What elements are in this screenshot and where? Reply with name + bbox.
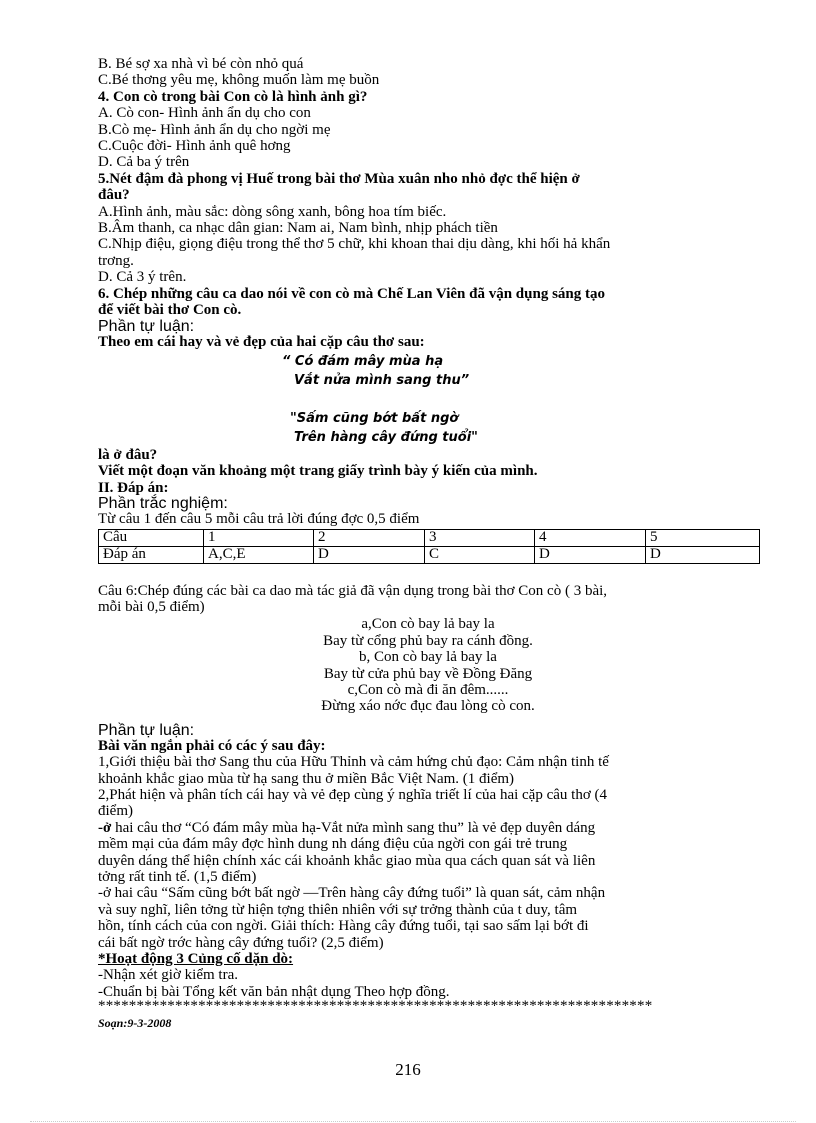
option-line: trơng. [98,252,134,269]
poem-block-1 [98,352,758,390]
verse-line: Bay từ cửa phủ bay về Đồng Đăng [323,665,533,682]
table-row [99,529,760,546]
table-cell: Câu [99,529,204,546]
star-separator: ************************************************************************ [98,1000,653,1013]
answer-table [98,529,760,564]
question-5-cont: đâu? [98,187,130,204]
essay-where: là ở đâu? [98,446,158,463]
essay-point: và suy nghĩ, liên tởng từ hiện tợng thiên nhiên với sự trởng thành của t duy, tâm [98,901,578,918]
table-cell: A,C,E [204,546,314,563]
table-cell: 2 [314,529,425,546]
table-cell: D [646,546,760,563]
option-line: B.Âm thanh, ca nhạc dân gian: Nam ai, Nam bình, nhịp phách tiền [98,220,498,237]
essay-point: điểm) [98,803,133,820]
table-cell: 1 [204,529,314,546]
question-4: 4. Con cò trong bài Con cò là hình ảnh gì? [98,88,368,105]
question-6: 6. Chép những câu ca dao nói về con cò mà Chế Lan Viên đã vận dụng sáng tạo [98,285,606,302]
mc-note: Từ câu 1 đến câu 5 mỗi câu trả lời đúng đợc 0,5 điểm [98,511,420,528]
table-cell: 4 [535,529,646,546]
document-page [98,56,758,1031]
page-bottom-divider [30,1121,796,1122]
q6-answer-cont: mỗi bài 0,5 điểm) [98,598,205,615]
option-line: C.Nhịp điệu, giọng điệu trong thể thơ 5 chữ, khi khoan thai dịu dàng, khi hối hả khẩn [98,236,611,253]
page-number: 216 [395,1060,421,1079]
essay-point: mềm mại của đám mây đợc hình dung nh dáng điệu của ngời con gái trẻ trung [98,836,568,853]
essay-point: tởng rất tinh tế. (1,5 điểm) [98,869,257,886]
essay-answer-heading: Phần tự luận: [98,721,195,739]
question-5: 5.Nét đậm đà phong vị Huế trong bài thơ Mùa xuân nho nhỏ đợc thể hiện ở [98,170,580,187]
mc-heading: Phần trắc nghiệm: [98,495,228,513]
table-cell: D [535,546,646,563]
essay-point: 2,Phát hiện và phân tích cái hay và vẻ đẹp cùng ý nghĩa triết lí của hai cặp câu thơ (4 [98,787,608,803]
poem-block-2 [98,409,758,447]
essay-answer-intro: Bài văn ngắn phải có các ý sau đây: [98,737,326,754]
option-line: C.Cuộc đời- Hình ảnh quê hơng [98,138,291,155]
footer-date: Soạn:9-3-2008 [98,1016,172,1031]
verse-line: a,Con cò bay lả bay la [361,616,495,633]
option-line: D. Cả ba ý trên [98,154,190,171]
essay-point: cái bất ngờ trớc hàng cây đứng tuổi? (2,5 điểm) [98,934,384,951]
essay-point: -ở hai câu “Sấm cũng bớt bất ngờ —Trên hàng cây đứng tuổi” là quan sát, cảm nhận [98,885,606,902]
essay-point: -ở hai câu thơ “Có đám mây mùa hạ-Vắt nửa mình sang thu” là vẻ đẹp duyên dáng [98,819,596,836]
answers-heading: II. Đáp án: [98,479,169,496]
table-cell: D [314,546,425,563]
verse-line: Bay từ cổng phủ bay ra cánh đồng. [323,632,533,649]
option-line: B. Bé sợ xa nhà vì bé còn nhỏ quá [98,56,304,72]
activity-item: -Chuẩn bị bài Tổng kết văn bản nhật dụng Theo hợp đồng. [98,983,450,1000]
essay-point: khoảnh khắc giao mùa từ hạ sang thu ở miền Bắc Việt Nam. (1 điểm) [98,770,515,787]
option-line: B.Cò mẹ- Hình ảnh ẩn dụ cho ngời mẹ [98,121,331,138]
poem-line: “ Có đám mây mùa hạ [282,353,444,369]
table-cell: Đáp án [99,546,204,563]
bullet-mark: -ở [98,819,112,836]
option-line: A. Cò con- Hình ảnh ẩn dụ cho con [98,105,311,122]
verse-line: c,Con cò mà đi ăn đêm...... [347,681,509,698]
verse-block [98,616,758,714]
essay-point: duyên dáng thể hiện chính xác cái khoảnh khắc giao mùa qua cách quan sát và liên [98,852,596,869]
poem-line: Vắt nửa mình sang thu” [294,372,470,388]
table-cell: 3 [425,529,535,546]
option-line: D. Cả 3 ý trên. [98,269,187,286]
poem-line: Trên hàng cây đứng tuổi" [294,429,478,445]
table-cell: 5 [646,529,760,546]
essay-heading: Phần tự luận: [98,317,195,335]
activity-item: -Nhận xét giờ kiểm tra. [98,967,238,984]
option-line: A.Hình ảnh, màu sắc: dòng sông xanh, bông hoa tím biếc. [98,203,447,220]
table-row [99,546,760,563]
verse-line: Đừng xáo nớc đục đau lòng cò con. [321,698,535,715]
q6-answer: Câu 6:Chép đúng các bài ca dao mà tác giả đã vận dụng trong bài thơ Con cò ( 3 bài, [98,582,608,599]
activity-heading: *Hoạt động 3 Củng cố dặn dò: [98,951,294,968]
question-6-cont: để viết bài thơ Con cò. [98,302,242,319]
table-cell: C [425,546,535,563]
essay-point: hồn, tính cách của con ngời. Giải thích: Hàng cây đứng tuổi, tại sao sấm lại bớt đi [98,918,589,935]
essay-task: Viết một đoạn văn khoảng một trang giấy trình bày ý kiến của mình. [98,463,538,480]
essay-prompt: Theo em cái hay và vẻ đẹp của hai cặp câu thơ sau: [98,333,425,350]
poem-line: "Sấm cũng bớt bất ngờ [290,410,459,426]
option-line: C.Bé thơng yêu mẹ, không muốn làm mẹ buồn [98,72,380,89]
verse-line: b, Con cò bay lả bay la [359,649,497,666]
essay-point: 1,Giới thiệu bài thơ Sang thu của Hữu Thỉnh và cảm hứng chủ đạo: Cảm nhận tinh tế [98,754,609,771]
